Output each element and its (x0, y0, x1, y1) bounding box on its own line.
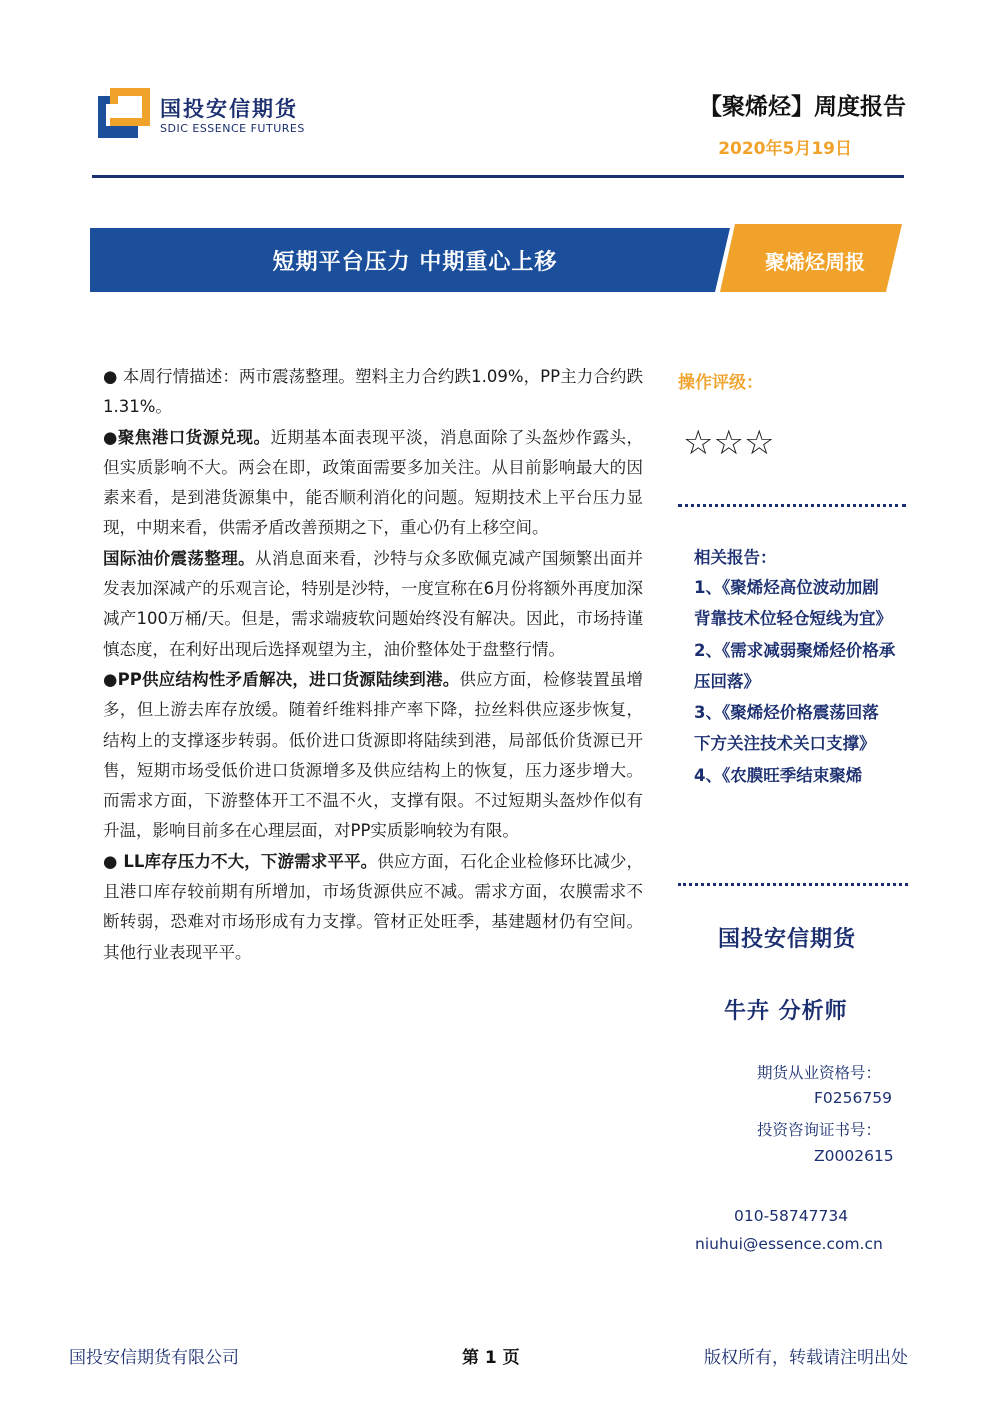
sidebar-divider (678, 883, 908, 886)
company-logo-icon (98, 88, 150, 138)
related-report-link[interactable]: 2、《需求减弱聚烯烃价格承压回落》 (694, 640, 896, 691)
paragraph-ll-inventory (103, 847, 643, 968)
paragraph-oil-price (103, 544, 643, 665)
analyst-phone: 010-58747734 (734, 1207, 849, 1225)
paragraph-text: 供应方面，石化企业检修环比减少，且港口库存较前期有所增加，市场货源供应不减。需求方面，农膜需求不断转弱，恐难对市场形成有力支撑。管材正处旺季，基建题材仍有空间。其他行业表现平平。 (103, 851, 643, 962)
related-reports-list (694, 572, 899, 791)
analyst-email-link[interactable]: niuhui@essence.com.cn (695, 1235, 883, 1253)
footer-copyright: 版权所有，转载请注明出处 (704, 1348, 908, 1368)
rating-stars-icon: ☆☆☆ (683, 423, 775, 463)
sidebar-divider (678, 504, 906, 507)
consulting-license-number: Z0002615 (814, 1147, 894, 1165)
report-date: 2020年5月19日 (718, 139, 852, 159)
related-report-link[interactable]: 1、《聚烯烃高位波动加剧 背靠技术位轻仓短线为宜》 (694, 578, 892, 629)
company-name: 国投安信期货 (718, 927, 857, 952)
futures-license-label: 期货从业资格号： (757, 1064, 882, 1082)
footer-company: 国投安信期货有限公司 (69, 1348, 239, 1368)
report-category-tag: 聚烯烃周报 (765, 250, 865, 274)
paragraph-text: 供应方面，检修装置虽增多，但上游去库存放缓。随着纤维料排产率下降，拉丝料供应逐步恢复，结构上的支撑逐步转弱。低价进口货源即将陆续到港，局部低价货源已开售，短期市场受低价进口货源增多及供应结构上的恢复，压力逐步增大。而需求方面，下游整体开工不温不火，支撑有限。不过短期头盔炒作似有升温，影响目前多在心理层面，对PP实质影响较为有限。 (103, 669, 644, 841)
report-type-title: 【聚烯烃】周度报告 (699, 94, 906, 120)
futures-license-number: F0256759 (814, 1089, 892, 1107)
page-number: 第 1 页 (462, 1348, 520, 1368)
paragraph-market-summary: ● 本周行情描述：两市震荡整理。塑料主力合约跌1.09%，PP主力合约跌1.31%。 (103, 367, 643, 417)
paragraph-pp-supply (103, 665, 643, 847)
paragraph-text: 近期基本面表现平淡，消息面除了头盔炒作露头，但实质影响不大。两会在即，政策面需要多加关注。从目前影响最大的因素来看，是到港货源集中，能否顺利消化的问题。短期技术上平台压力显现，中期来看，供需矛盾改善预期之下，重心仍有上移空间。 (103, 427, 644, 538)
paragraph-heading: ●PP供应结构性矛盾解决，进口货源陆续到港。 (103, 669, 460, 689)
rating-label: 操作评级： (678, 373, 763, 393)
related-reports-label: 相关报告： (694, 548, 777, 567)
report-body (103, 362, 643, 968)
related-report-link[interactable]: 3、《聚烯烃价格震荡回落 下方关注技术关口支撑》 (694, 703, 879, 754)
paragraph-heading: ●聚焦港口货源兑现。 (103, 427, 271, 447)
logo-name-en: SDIC ESSENCE FUTURES (160, 122, 305, 135)
related-report-link[interactable]: 4、《农膜旺季结束聚烯 (694, 765, 863, 785)
header-divider (92, 175, 904, 178)
paragraph-text: 从消息面来看，沙特与众多欧佩克减产国频繁出面并发表加深减产的乐观言论，特别是沙特，一度宣称在6月份将额外再度加深减产100万桶/天。但是，需求端疲软问题始终没有解决。因此，市场持谨慎态度，在利好出现后选择观望为主，油价整体处于盘整行情。 (103, 548, 644, 659)
report-headline: 短期平台压力 中期重心上移 (272, 250, 558, 275)
paragraph-heading: 国际油价震荡整理。 (103, 548, 255, 568)
analyst-name: 牛卉 分析师 (724, 999, 848, 1024)
logo-name-cn: 国投安信期货 (160, 97, 298, 121)
paragraph-port-supply (103, 423, 643, 544)
consulting-license-label: 投资咨询证书号： (757, 1121, 882, 1139)
paragraph-heading: ● LL库存压力不大，下游需求平平。 (103, 851, 378, 871)
